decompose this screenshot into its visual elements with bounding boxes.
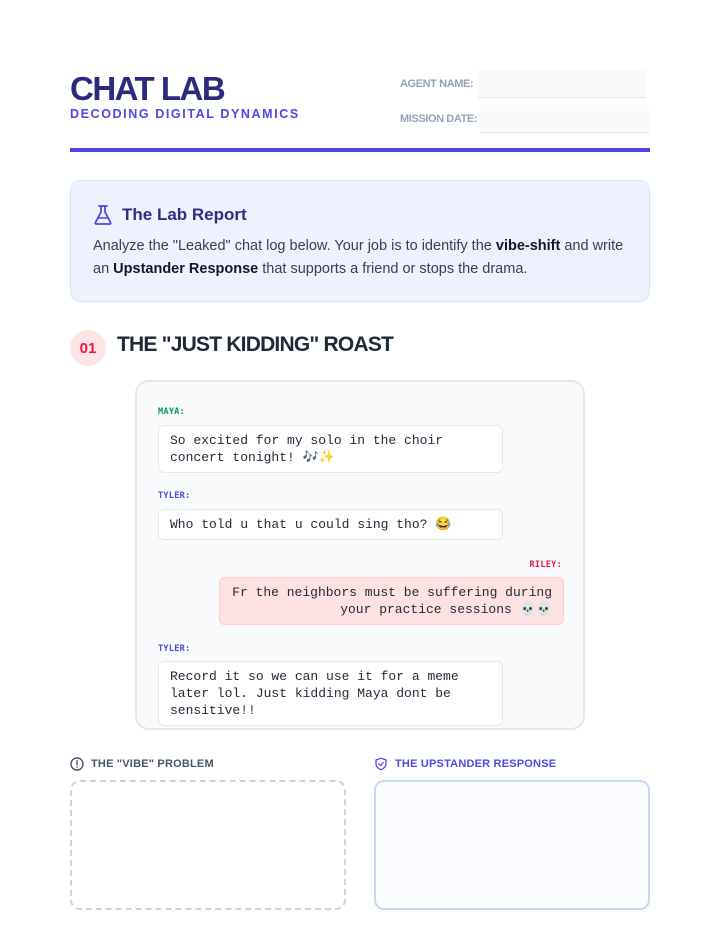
chat-message: Who told u that u could sing tho? 😂 xyxy=(158,509,503,540)
chat-log xyxy=(135,380,585,730)
mission-date-row xyxy=(400,105,649,133)
chat-message: So excited for my solo in the choir concert tonight! 🎶✨ xyxy=(158,425,503,473)
header-divider xyxy=(70,148,650,152)
vibe-problem-answer-box[interactable] xyxy=(70,780,346,910)
shield-check-icon xyxy=(374,757,388,771)
sender-maya: MAYA: xyxy=(158,407,186,417)
mission-date-field[interactable] xyxy=(480,105,649,133)
chat-message: Record it so we can use it for a meme later lol. Just kidding Maya dont be sensitive!! xyxy=(158,661,503,726)
mission-date-label: MISSION DATE: xyxy=(400,113,478,125)
chat-message: Fr the neighbors must be suffering during your practice sessions 💀💀 xyxy=(219,577,564,625)
lab-report-title: The Lab Report xyxy=(122,205,247,224)
agent-name-field[interactable] xyxy=(478,70,646,98)
sender-tyler: TYLER: xyxy=(158,491,191,501)
upstander-response-label: THE UPSTANDER RESPONSE xyxy=(395,758,557,770)
vibe-problem-label: THE "VIBE" PROBLEM xyxy=(91,758,214,770)
sender-tyler: TYLER: xyxy=(158,644,191,654)
alert-circle-icon xyxy=(70,757,84,771)
page-title: CHAT LAB xyxy=(70,70,225,107)
page-subtitle: DECODING DIGITAL DYNAMICS xyxy=(70,107,300,121)
section-title: THE "JUST KIDDING" ROAST xyxy=(117,333,394,356)
agent-name-row xyxy=(400,70,646,98)
upstander-response-answer-box[interactable] xyxy=(374,780,650,910)
flask-icon xyxy=(93,204,113,226)
lab-report-instructions: Analyze the "Leaked" chat log below. Your job is to identify the vibe-shift and write an Upstander Response that supports a friend or stops the drama. xyxy=(93,238,624,277)
upstander-response-heading xyxy=(374,757,556,771)
sender-riley: RILEY: xyxy=(529,560,562,570)
section-number-badge: 01 xyxy=(70,330,106,366)
vibe-problem-heading xyxy=(70,757,214,771)
lab-report-card xyxy=(70,180,650,302)
agent-name-label: AGENT NAME: xyxy=(400,78,474,90)
